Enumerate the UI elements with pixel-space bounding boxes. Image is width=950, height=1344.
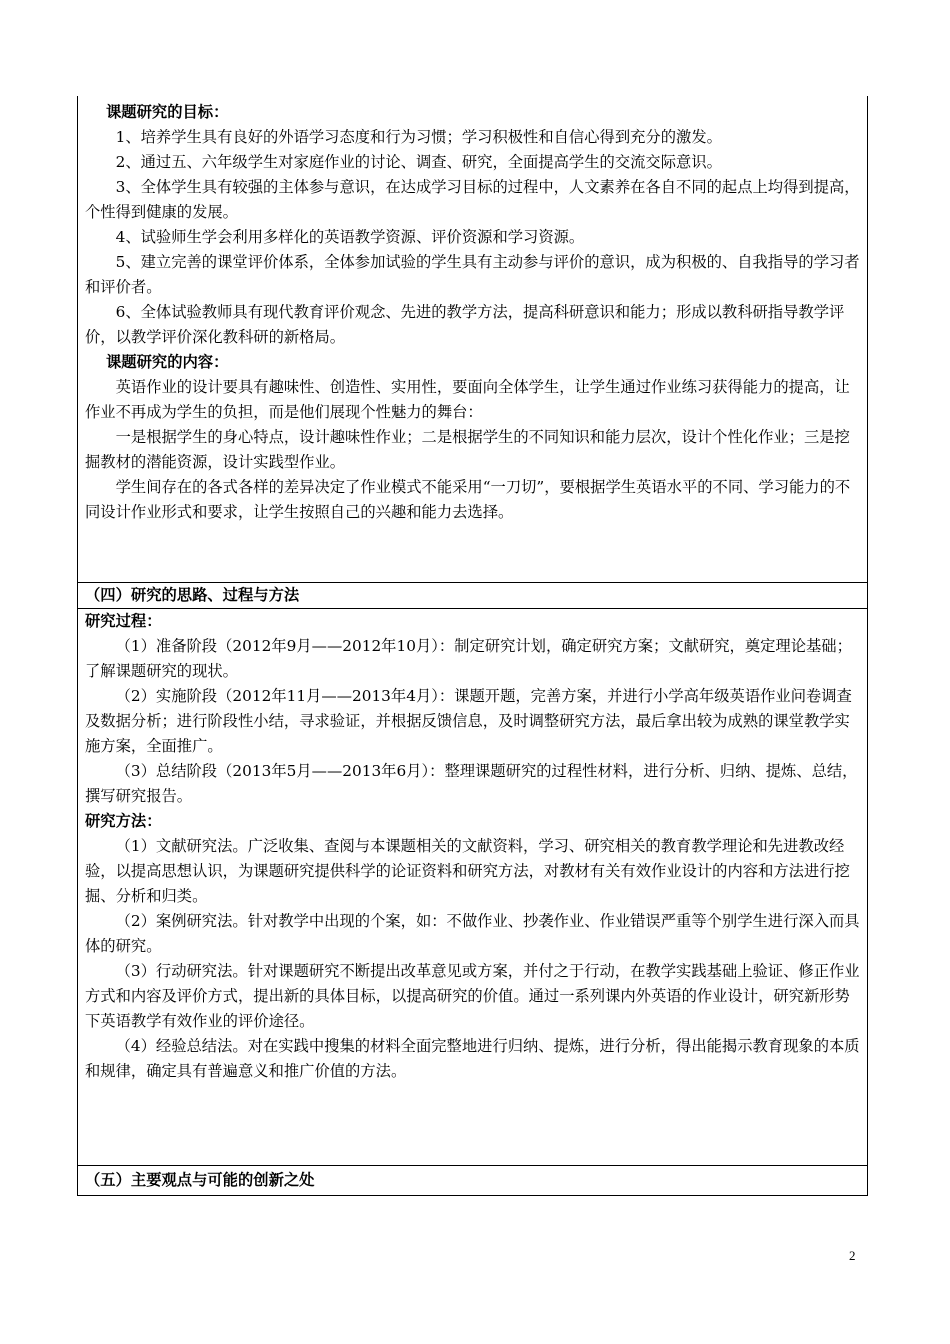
- process-stage-3: （3）总结阶段（2013年5月——2013年6月）：整理课题研究的过程性材料，进行分析、归纳、提炼、总结，撰写研究报告。: [85, 762, 858, 805]
- goal-item-5: 5、建立完善的课堂评价体系，全体参加试验的学生具有主动参与评价的意识，成为积极的、自我指导的学习者和评价者。: [85, 253, 860, 296]
- content-paragraph-2: 一是根据学生的身心特点，设计趣味性作业；二是根据学生的不同知识和能力层次，设计个性化作业；三是挖掘教材的潜能资源，设计实践型作业。: [85, 428, 850, 471]
- method-4: （4）经验总结法。对在实践中搜集的材料全面完整地进行归纳、提炼，进行分析，得出能揭示教育现象的本质和规律，确定具有普遍意义和推广价值的方法。: [85, 1037, 860, 1080]
- page-number: 2: [849, 1248, 856, 1263]
- section5-title: （五）主要观点与可能的创新之处: [85, 1171, 315, 1189]
- section4-body: [85, 609, 863, 1084]
- goal-item-4: 4、试验师生学会利用多样化的英语教学资源、评价资源和学习资源。: [115, 228, 585, 246]
- goal-item-1: 1、培养学生具有良好的外语学习态度和行为习惯；学习积极性和自信心得到充分的激发。: [115, 128, 722, 146]
- goals-heading: 课题研究的目标：: [106, 103, 229, 121]
- content-paragraph-1: 英语作业的设计要具有趣味性、创造性、实用性，要面向全体学生，让学生通过作业练习获得能力的提高，让作业不再成为学生的负担，而是他们展现个性魅力的舞台：: [85, 378, 850, 421]
- goal-item-3: 3、全体学生具有较强的主体参与意识，在达成学习目标的过程中，人文素养在各自不同的起点上均得到提高，个性得到健康的发展。: [85, 178, 860, 221]
- process-stage-1: （1）准备阶段（2012年9月——2012年10月）：制定研究计划，确定研究方案；文献研究，奠定理论基础；了解课题研究的现状。: [85, 637, 852, 680]
- method-3: （3）行动研究法。针对课题研究不断提出改革意见或方案，并付之于行动，在教学实践基础上验证、修正作业方式和内容及评价方式，提出新的具体目标，以提高研究的价值。通过一系列课内外英语的作业设计，研究新形势下英语教学有效作业的评价途径。: [85, 962, 860, 1030]
- method-1: （1）文献研究法。广泛收集、查阅与本课题相关的文献资料，学习、研究相关的教育教学理论和先进教改经验，以提高思想认识，为课题研究提供科学的论证资料和研究方法，对教材有关有效作业设计的内容和方法进行挖掘、分析和归类。: [85, 837, 850, 905]
- content-heading: 课题研究的内容：: [106, 353, 229, 371]
- row-divider: [78, 1165, 867, 1166]
- goal-item-6: 6、全体试验教师具有现代教育评价观念、先进的教学方法，提高科研意识和能力；形成以教科研指导教学评价，以教学评价深化教科研的新格局。: [85, 303, 845, 346]
- process-heading: 研究过程：: [85, 612, 162, 630]
- content-paragraph-3: 学生间存在的各式各样的差异决定了作业模式不能采用“一刀切”，要根据学生英语水平的不同、学习能力的不同设计作业形式和要求，让学生按照自己的兴趣和能力去选择。: [85, 478, 851, 521]
- goals-content-cell: [85, 100, 863, 525]
- methods-heading: 研究方法：: [85, 812, 162, 830]
- form-table: [77, 96, 868, 1196]
- section4-title: （四）研究的思路、过程与方法: [85, 586, 300, 604]
- process-stage-2: （2）实施阶段（2012年11月——2013年4月）：课题开题，完善方案，并进行小学高年级英语作业问卷调查及数据分析；进行阶段性小结，寻求验证，并根据反馈信息，及时调整研究方法，最后拿出较为成熟的课堂教学实施方案，全面推广。: [85, 687, 852, 755]
- method-2: （2）案例研究法。针对教学中出现的个案，如：不做作业、抄袭作业、作业错误严重等个别学生进行深入而具体的研究。: [85, 912, 860, 955]
- goal-item-2: 2、通过五、六年级学生对家庭作业的讨论、调查、研究，全面提高学生的交流交际意识。: [115, 153, 722, 171]
